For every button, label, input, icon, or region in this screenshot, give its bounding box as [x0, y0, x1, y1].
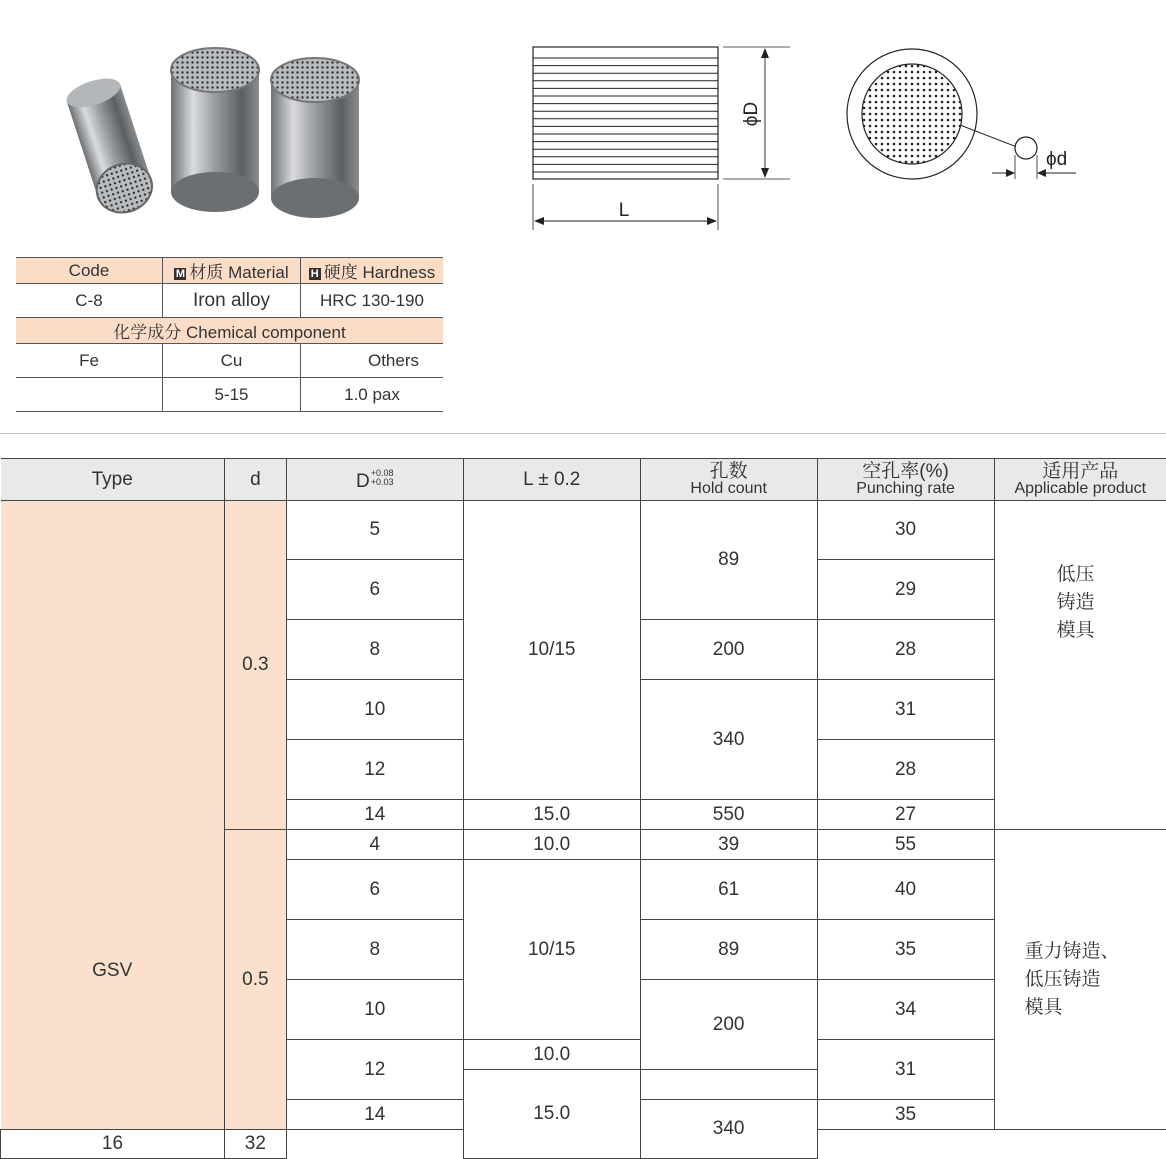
end-hole-dot	[899, 107, 902, 110]
end-hole-dot	[917, 143, 920, 146]
end-hole-dot	[875, 89, 878, 92]
end-hole-dot	[947, 101, 950, 104]
punch-cell: 31	[817, 1040, 994, 1100]
d-cell-0: 0.3	[224, 501, 286, 830]
end-hole-dot	[905, 149, 908, 152]
end-hole-dot	[911, 113, 914, 116]
end-hole-dot	[929, 155, 932, 158]
others-value: 1.0 pax	[301, 378, 444, 412]
end-hole-dot	[893, 89, 896, 92]
end-hole-dot	[935, 89, 938, 92]
end-hole-dot	[923, 77, 926, 80]
end-hole-dot	[935, 107, 938, 110]
end-hole-dot	[899, 71, 902, 74]
punch-cell: 30	[817, 501, 994, 560]
end-hole-dot	[959, 107, 962, 110]
end-hole-dot	[929, 119, 932, 122]
end-hole-dot	[881, 143, 884, 146]
end-hole-dot	[893, 125, 896, 128]
type-header: Type	[1, 459, 225, 501]
end-hole-dot	[917, 119, 920, 122]
end-hole-dot	[905, 83, 908, 86]
end-hole-dot	[935, 113, 938, 116]
end-hole-dot	[959, 65, 962, 68]
end-hole-dot	[881, 77, 884, 80]
end-hole-dot	[887, 83, 890, 86]
end-hole-dot	[941, 125, 944, 128]
end-hole-dot	[935, 137, 938, 140]
product-table	[0, 458, 1166, 1159]
end-hole-dot	[881, 137, 884, 140]
end-hole-dot	[905, 161, 908, 164]
end-hole-dot	[923, 131, 926, 134]
end-hole-dot	[923, 155, 926, 158]
end-hole-dot	[869, 95, 872, 98]
D-cell: 10	[286, 980, 463, 1040]
end-hole-dot	[935, 77, 938, 80]
end-hole-dot	[875, 137, 878, 140]
end-hole-dot	[941, 83, 944, 86]
end-hole-dot	[875, 119, 878, 122]
end-hole-dot	[881, 101, 884, 104]
end-hole-dot	[935, 125, 938, 128]
end-hole-dot	[917, 95, 920, 98]
end-hole-dot	[923, 125, 926, 128]
end-hole-dot	[881, 131, 884, 134]
hold-cell: 340	[640, 1100, 817, 1159]
end-hole-dot	[905, 95, 908, 98]
end-hole-dot	[869, 113, 872, 116]
D-header: D+0.08 +0.03	[286, 459, 463, 501]
end-hole-dot	[947, 143, 950, 146]
end-hole-dot	[953, 113, 956, 116]
end-hole-dot	[887, 101, 890, 104]
end-hole-dot	[899, 101, 902, 104]
end-hole-dot	[941, 113, 944, 116]
end-hole-dot	[869, 137, 872, 140]
end-hole-dot	[929, 131, 932, 134]
end-hole-dot	[911, 89, 914, 92]
hold-cell: 200	[640, 980, 817, 1070]
end-hole-dot	[905, 71, 908, 74]
end-hole-dot	[911, 71, 914, 74]
L-cell: 10/15	[463, 860, 640, 1040]
end-hole-dot	[917, 77, 920, 80]
end-hole-dot	[947, 107, 950, 110]
punch-cell: 28	[817, 740, 994, 800]
end-hole-dot	[881, 83, 884, 86]
end-hole-dot	[887, 71, 890, 74]
end-hole-dot	[941, 107, 944, 110]
D-cell: 6	[286, 860, 463, 920]
punching-rate-header: 空孔率(%) Punching rate	[817, 459, 994, 501]
hold-cell: 550	[640, 800, 817, 830]
end-hole-dot	[929, 137, 932, 140]
end-hole-dot	[905, 155, 908, 158]
end-hole-dot	[935, 83, 938, 86]
end-hole-dot	[953, 101, 956, 104]
end-hole-dot	[941, 137, 944, 140]
end-hole-dot	[911, 119, 914, 122]
end-hole-dot	[881, 107, 884, 110]
end-hole-dot	[875, 125, 878, 128]
end-hole-dot	[905, 137, 908, 140]
end-hole-dot	[929, 113, 932, 116]
end-view-drawing	[840, 45, 1085, 190]
end-hole-dot	[929, 83, 932, 86]
end-hole-dot	[881, 95, 884, 98]
end-hole-dot	[899, 95, 902, 98]
end-hole-dot	[947, 119, 950, 122]
end-hole-dot	[947, 89, 950, 92]
end-hole-dot	[923, 119, 926, 122]
end-hole-dot	[911, 65, 914, 68]
end-hole-dot	[887, 143, 890, 146]
end-hole-dot	[923, 71, 926, 74]
end-hole-dot	[875, 107, 878, 110]
end-hole-dot	[935, 155, 938, 158]
L-cell: 15.0	[463, 800, 640, 830]
D-cell: 12	[286, 1040, 463, 1100]
end-hole-dot	[917, 113, 920, 116]
end-hole-dot	[917, 101, 920, 104]
end-hole-dot	[875, 143, 878, 146]
end-hole-dot	[893, 113, 896, 116]
end-hole-dot	[899, 137, 902, 140]
end-hole-dot	[953, 107, 956, 110]
end-hole-dot	[923, 107, 926, 110]
end-hole-dot	[905, 143, 908, 146]
end-hole-dot	[899, 119, 902, 122]
end-hole-dot	[935, 101, 938, 104]
end-hole-dot	[899, 149, 902, 152]
end-hole-dot	[899, 113, 902, 116]
end-hole-dot	[911, 149, 914, 152]
end-hole-dot	[863, 65, 866, 68]
L-cell: 10.0	[463, 830, 640, 860]
punch-cell: 27	[817, 800, 994, 830]
end-hole-dot	[911, 95, 914, 98]
end-hole-dot	[875, 101, 878, 104]
end-hole-dot	[953, 125, 956, 128]
end-hole-dot	[929, 125, 932, 128]
D-cell: 6	[286, 560, 463, 620]
punch-cell: 29	[817, 560, 994, 620]
end-hole-dot	[923, 113, 926, 116]
punch-cell: 31	[817, 680, 994, 740]
end-hole-dot	[893, 155, 896, 158]
D-cell: 16	[1, 1130, 225, 1159]
end-hole-dot	[887, 107, 890, 110]
end-hole-dot	[869, 119, 872, 122]
end-hole-dot	[893, 119, 896, 122]
end-hole-dot	[875, 113, 878, 116]
side-view-drawing	[528, 40, 803, 240]
element-fe: Fe	[16, 344, 163, 378]
end-hole-dot	[899, 155, 902, 158]
end-hole-dot	[893, 83, 896, 86]
element-cu: Cu	[163, 344, 301, 378]
end-hole-dot	[941, 95, 944, 98]
D-cell: 14	[286, 1100, 463, 1130]
end-hole-dot	[869, 125, 872, 128]
end-hole-dot	[881, 149, 884, 152]
end-hole-dot	[917, 65, 920, 68]
end-hole-dot	[881, 125, 884, 128]
end-hole-dot	[911, 131, 914, 134]
end-hole-dot	[899, 83, 902, 86]
phid-label: ϕd	[1046, 149, 1068, 170]
D-cell: 8	[286, 920, 463, 980]
end-hole-dot	[929, 143, 932, 146]
end-hole-dot	[911, 77, 914, 80]
chemical-header: 化学成分 Chemical component	[16, 318, 443, 344]
end-hole-dot	[869, 101, 872, 104]
type-cell: GSV	[1, 501, 225, 1130]
end-hole-dot	[917, 89, 920, 92]
end-hole-dot	[941, 89, 944, 92]
applicable-product-header: 适用产品 Applicable product	[994, 459, 1166, 501]
end-hole-dot	[941, 119, 944, 122]
end-hole-dot	[935, 149, 938, 152]
end-hole-dot	[911, 137, 914, 140]
end-hole-dot	[893, 137, 896, 140]
D-cell: 14	[286, 800, 463, 830]
code-value: C-8	[16, 284, 163, 318]
d-header: d	[224, 459, 286, 501]
end-hole-dot	[953, 119, 956, 122]
end-hole-dot	[953, 95, 956, 98]
end-hole-dot	[893, 101, 896, 104]
L-cell: 15.0	[463, 1070, 640, 1159]
L-cell: 10/15	[463, 501, 640, 800]
end-hole-dot	[935, 71, 938, 74]
hold-cell: 39	[640, 830, 817, 860]
end-hole-dot	[905, 101, 908, 104]
end-hole-dot	[893, 95, 896, 98]
end-hole-dot	[911, 155, 914, 158]
applicable-cell-1: 重力铸造、 低压铸造 模具	[994, 830, 1166, 1130]
D-cell: 5	[286, 501, 463, 560]
end-hole-dot	[935, 143, 938, 146]
end-hole-dot	[917, 107, 920, 110]
end-hole-dot	[869, 131, 872, 134]
end-hole-dot	[941, 143, 944, 146]
end-hole-dot	[887, 155, 890, 158]
hardness-value: HRC 130-190	[301, 284, 444, 318]
end-hole-dot	[911, 107, 914, 110]
end-hole-dot	[947, 137, 950, 140]
element-others: Others	[301, 344, 444, 378]
code-header: Code	[16, 258, 163, 284]
end-hole-dot	[941, 101, 944, 104]
end-hole-dot	[881, 89, 884, 92]
end-hole-dot	[947, 95, 950, 98]
end-hole-dot	[887, 137, 890, 140]
hold-cell: 340	[640, 680, 817, 800]
hold-cell: 200	[640, 620, 817, 680]
end-hole-dot	[899, 131, 902, 134]
punch-cell: 34	[817, 980, 994, 1040]
end-hole-dot	[905, 119, 908, 122]
end-hole-dot	[899, 77, 902, 80]
end-hole-dot	[869, 89, 872, 92]
phiD-label: ϕD	[741, 101, 762, 127]
material-value: Iron alloy	[163, 284, 301, 318]
end-hole-dot	[905, 65, 908, 68]
end-hole-dot	[923, 95, 926, 98]
end-hole-dot	[863, 107, 866, 110]
end-hole-dot	[899, 89, 902, 92]
L-label: L	[618, 200, 630, 221]
punch-cell: 35	[817, 920, 994, 980]
end-hole-dot	[923, 89, 926, 92]
D-cell: 8	[286, 620, 463, 680]
punch-cell: 32	[224, 1130, 286, 1159]
end-hole-dot	[941, 77, 944, 80]
end-hole-dot	[935, 95, 938, 98]
end-hole-dot	[923, 137, 926, 140]
D-cell: 4	[286, 830, 463, 860]
hold-count-header: 孔数 Hold count	[640, 459, 817, 501]
end-hole-dot	[887, 113, 890, 116]
end-hole-dot	[869, 107, 872, 110]
end-hole-dot	[917, 83, 920, 86]
end-hole-dot	[953, 137, 956, 140]
end-hole-dot	[893, 107, 896, 110]
end-hole-dot	[887, 89, 890, 92]
D-tolerance: +0.08 +0.03	[370, 467, 394, 487]
cu-value: 5-15	[163, 378, 301, 412]
d-cell-1: 0.5	[224, 830, 286, 1130]
D-cell: 10	[286, 680, 463, 740]
end-hole-dot	[959, 113, 962, 116]
end-hole-dot	[905, 89, 908, 92]
end-hole-dot	[947, 83, 950, 86]
end-hole-dot	[887, 149, 890, 152]
end-hole-dot	[887, 131, 890, 134]
end-hole-dot	[881, 113, 884, 116]
end-hole-dot	[893, 77, 896, 80]
hardness-header: H 硬度 Hardness	[301, 258, 444, 284]
end-hole-dot	[929, 95, 932, 98]
end-hole-dot	[929, 89, 932, 92]
end-hole-dot	[893, 71, 896, 74]
end-hole-dot	[923, 83, 926, 86]
end-hole-dot	[923, 143, 926, 146]
end-hole-dot	[941, 149, 944, 152]
end-hole-dot	[929, 77, 932, 80]
product-photo	[60, 35, 380, 230]
hold-cell: 61	[640, 860, 817, 920]
end-hole-dot	[929, 101, 932, 104]
end-hole-dot	[893, 143, 896, 146]
end-hole-dot	[953, 89, 956, 92]
material-badge-icon: M	[175, 268, 185, 280]
fe-value	[16, 378, 163, 412]
end-hole-dot	[911, 161, 914, 164]
punch-cell: 28	[817, 620, 994, 680]
end-hole-dot	[893, 149, 896, 152]
end-hole-dot	[899, 125, 902, 128]
L-cell: 10.0	[463, 1040, 640, 1070]
punch-cell: 35	[817, 1100, 994, 1130]
end-hole-dot	[917, 125, 920, 128]
end-hole-dot	[911, 101, 914, 104]
end-hole-dot	[917, 137, 920, 140]
hold-cell: 89	[640, 501, 817, 620]
end-hole-dot	[887, 77, 890, 80]
punch-cell: 40	[817, 860, 994, 920]
end-hole-dot	[923, 101, 926, 104]
end-hole-dot	[899, 143, 902, 146]
end-hole-dot	[863, 113, 866, 116]
end-hole-dot	[959, 161, 962, 164]
end-hole-dot	[935, 131, 938, 134]
material-header: M 材质 Material	[163, 258, 301, 284]
end-hole-dot	[917, 71, 920, 74]
end-hole-dot	[881, 119, 884, 122]
hold-cell: 89	[640, 920, 817, 980]
end-hole-dot	[887, 125, 890, 128]
end-hole-dot	[875, 95, 878, 98]
end-hole-dot	[947, 113, 950, 116]
end-hole-dot	[929, 71, 932, 74]
end-hole-dot	[905, 107, 908, 110]
end-hole-dot	[911, 83, 914, 86]
L-header: L ± 0.2	[463, 459, 640, 501]
end-hole-dot	[911, 143, 914, 146]
end-hole-dot	[935, 119, 938, 122]
end-hole-dot	[917, 149, 920, 152]
D-cell: 12	[286, 740, 463, 800]
end-hole-dot	[887, 95, 890, 98]
end-hole-dot	[863, 119, 866, 122]
applicable-cell-0: 低压 铸造 模具	[994, 501, 1166, 830]
end-hole-dot	[923, 149, 926, 152]
end-hole-dot	[905, 131, 908, 134]
hardness-badge-icon: H	[309, 268, 321, 280]
end-hole-dot	[917, 131, 920, 134]
end-hole-dot	[917, 161, 920, 164]
end-hole-dot	[911, 125, 914, 128]
end-hole-dot	[875, 131, 878, 134]
end-hole-dot	[905, 125, 908, 128]
end-hole-dot	[953, 131, 956, 134]
end-hole-dot	[905, 113, 908, 116]
end-hole-dot	[905, 77, 908, 80]
end-hole-dot	[959, 119, 962, 122]
end-hole-dot	[941, 131, 944, 134]
end-hole-dot	[893, 131, 896, 134]
end-hole-dot	[947, 125, 950, 128]
end-hole-dot	[929, 107, 932, 110]
punch-cell: 55	[817, 830, 994, 860]
end-hole-dot	[887, 119, 890, 122]
end-hole-dot	[947, 131, 950, 134]
section-divider	[0, 433, 1166, 434]
spec-table	[16, 257, 443, 412]
end-hole-dot	[917, 155, 920, 158]
end-hole-dot	[875, 83, 878, 86]
end-hole-dot	[863, 161, 866, 164]
end-hole-dot	[929, 149, 932, 152]
